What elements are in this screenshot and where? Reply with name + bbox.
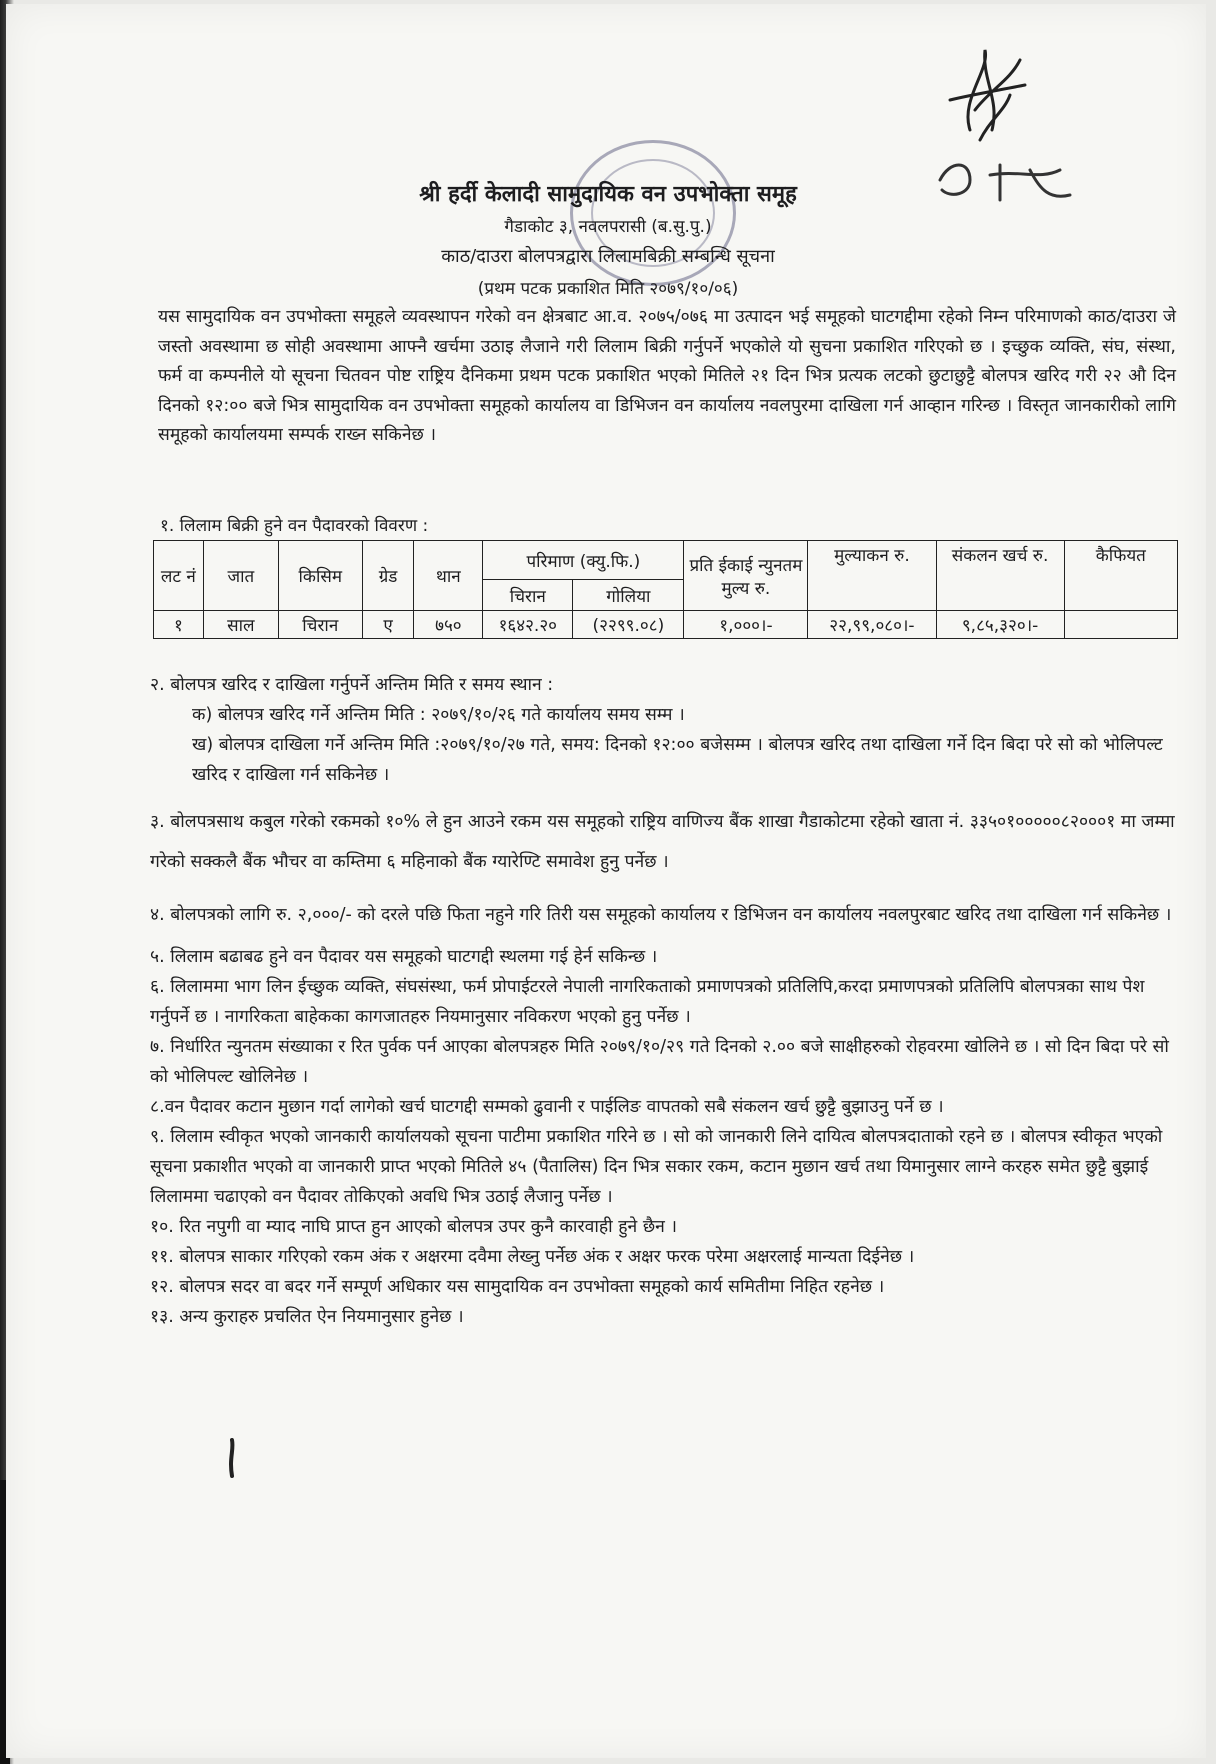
cell-valuation: २२,९९,०८०।-: [808, 611, 936, 639]
intro-paragraph: यस सामुदायिक वन उपभोक्ता समूहले व्यवस्थापन गरेको वन क्षेत्रबाट आ.व. २०७५/०७६ मा उत्पादन भई समूहको घाटगद्दीमा रहेको निम्न परिमाणको काठ/दाउरा जे जस्तो अवस्थामा छ सोही अवस्थामा आफ्नै खर्चमा उठाइ लैजाने गरी लिलाम बिक्री गर्नुपर्ने भएकोले यो सुचना प्रकाशित गरिएको छ । इच्छुक व्यक्ति, संघ, संस्था, फर्म वा कम्पनीले यो सूचना चितवन पोष्ट राष्ट्रिय दैनिकमा प्रथम पटक प्रकाशित भएको मितिले २१ दिन भित्र प्रत्यक लटको छुटाछुट्टै बोलपत्र खरिद गरी २२ औ दिन दिनको १२:०० बजे भित्र सामुदायिक वन उपभोक्ता समूहको कार्यालय वा डिभिजन वन कार्यालय नवलपुरमा दाखिला गर्न आव्हान गरिन्छ । विस्तृत जानकारीको लागि समूहको कार्यालयमा सम्पर्क राख्न सकिनेछ ।: [158, 307, 1176, 445]
list-item: ९. लिलाम स्वीकृत भएको जानकारी कार्यालयको सूचना पाटीमा प्रकाशित गरिने छ । सो को जानकारी लिने दायित्व बोलपत्रदाताको रहने छ । बोलपत्र स्वीकृत भएको सूचना प्रकाशीत भएको वा जानकारी प्राप्त भएको मितिले ४५ (पैतालिस) दिन भित्र सकार रकम, कटान मुछान खर्च तथा यिमानुसार लाग्ने करहरु समेत छुट्टै बुझाई लिलाममा चढाएको वन पैदावर तोकिएको अवधि भित्र उठाई लैजानु पर्नेछ ।: [150, 1127, 1163, 1207]
col-min-price-header: प्रति ईकाई न्युनतम मुल्य रु.: [684, 541, 808, 611]
cell-type: चिरान: [278, 611, 362, 639]
org-address: गैडाकोट ३, नवलपरासी (ब.सु.पु.): [504, 217, 712, 237]
col-species-header: जात: [203, 541, 278, 611]
list-item: ३. बोलपत्रसाथ कबुल गरेको रकमको १०% ले हुन आउने रकम यस समूहको राष्ट्रिय वाणिज्य बैंक शाखा गैडाकोटमा रहेको खाता नं. ३३५०१०००००८२०००१ मा जम्मा गरेको सक्कलै बैंक भौचर वा कम्तिमा ६ महिनाको बैंक ग्यारेण्टि समावेश हुनु पर्नेछ ।: [150, 812, 1175, 872]
list-item: १२. बोलपत्र सदर वा बदर गर्ने सम्पूर्ण अधिकार यस सामुदायिक वन उपभोक्ता समूहको कार्य समितीमा निहित रहनेछ ।: [150, 1277, 885, 1297]
cell-grade: ए: [362, 611, 414, 639]
list-item: १०. रित नपुगी वा म्याद नाघि प्राप्त हुन आएको बोलपत्र उपर कुनै कारवाही हुने छैन ।: [150, 1217, 678, 1237]
cell-round: (२२९९.०८): [573, 611, 684, 639]
section-1-title: १. लिलाम बिक्री हुने वन पैदावरको विवरण :: [160, 516, 429, 536]
pen-mark-icon: [224, 1438, 240, 1478]
col-count-header: थान: [414, 541, 483, 611]
signature-scribble-icon: [930, 40, 1040, 150]
cell-species: साल: [203, 611, 278, 639]
col-sawn-header: चिरान: [483, 580, 573, 611]
list-item: ८.वन पैदावर कटान मुछान गर्दा लागेको खर्च घाटगद्दी सम्मको ढुवानी र पाईलिङ वापतको सबै संकलन खर्च छुट्टै बुझाउनु पर्ने छ ।: [150, 1097, 944, 1117]
col-valuation-header: मुल्याकन रु.: [808, 541, 936, 611]
list-item: क) बोलपत्र खरिद गर्ने अन्तिम मिति : २०७९/१०/२६ गते कार्यालय समय सम्म ।: [192, 705, 685, 725]
cell-lot: १: [154, 611, 204, 639]
list-item: २. बोलपत्र खरिद र दाखिला गर्नुपर्ने अन्तिम मिति र समय स्थान :: [150, 675, 554, 695]
col-quantity-header: परिमाण (क्यु.फि.): [483, 541, 684, 580]
forest-product-table: [153, 540, 1178, 639]
col-type-header: किसिम: [278, 541, 362, 611]
cell-count: ७५०: [414, 611, 483, 639]
cell-sawn: १६४२.२०: [483, 611, 573, 639]
cell-remarks: [1064, 611, 1177, 639]
conditions-list: [150, 670, 1180, 1332]
list-item: ६. लिलाममा भाग लिन ईच्छुक व्यक्ति, संघसंस्था, फर्म प्रोपाईटरले नेपाली नागरिकताको प्रमाणपत्रको प्रतिलिपि,करदा प्रमाणपत्रको प्रतिलिपि बोलपत्रका साथ पेश गर्नुपर्ने छ । नागरिकता बाहेकका कागजातहरु नियमानुसार नविकरण भएको हुनु पर्नेछ ।: [150, 977, 1145, 1027]
cell-min-price: १,०००।-: [684, 611, 808, 639]
list-item: १३. अन्य कुराहरु प्रचलित ऐन नियमानुसार हुनेछ ।: [150, 1307, 464, 1327]
list-item: ५. लिलाम बढाबढ हुने वन पैदावर यस समूहको घाटगद्दी स्थलमा गई हेर्न सकिन्छ ।: [150, 947, 658, 967]
list-item: ११. बोलपत्र साकार गरिएको रकम अंक र अक्षरमा दवैमा लेख्नु पर्नेछ अंक र अक्षर फरक परेमा अक्षरलाई मान्यता दिईनेछ ।: [150, 1247, 915, 1267]
publish-date: (प्रथम पटक प्रकाशित मिति २०७९/१०/०६): [477, 279, 739, 299]
table-row: [154, 611, 1178, 639]
org-name-heading: श्री हर्दी केलादी सामुदायिक वन उपभोक्ता समूह: [419, 182, 797, 207]
notice-title: काठ/दाउरा बोलपत्रद्वारा लिलामबिक्री सम्बन्धि सूचना: [441, 246, 775, 267]
col-collection-cost-header: संकलन खर्च रु.: [936, 541, 1064, 611]
list-item: ४. बोलपत्रको लागि रु. २,०००/- को दरले पछि फिता नहुने गरि तिरी यस समूहको कार्यालय र डिभिजन वन कार्यालय नवलपुरबाट खरिद तथा दाखिला गर्न सकिनेछ ।: [150, 905, 1172, 925]
col-round-header: गोलिया: [573, 580, 684, 611]
list-item: ख) बोलपत्र दाखिला गर्ने अन्तिम मिति :२०७९/१०/२७ गते, समय: दिनको १२:०० बजेसम्म । बोलपत्र खरिद तथा दाखिला गर्ने दिन बिदा परे सो को भोलिपल्ट खरिद र दाखिला गर्न सकिनेछ ।: [192, 735, 1163, 785]
cell-collection-cost: ९,८५,३२०।-: [936, 611, 1064, 639]
col-lot-header: लट नं: [154, 541, 204, 611]
col-grade-header: ग्रेड: [362, 541, 414, 611]
col-remarks-header: कैफियत: [1064, 541, 1177, 611]
list-item: ७. निर्धारित न्युनतम संख्याका र रित पुर्वक पर्न आएका बोलपत्रहरु मिति २०७९/१०/२९ गते दिनको २.०० बजे साक्षीहरुको रोहवरमा खोलिने छ । सो दिन बिदा परे सो को भोलिपल्ट खोलिनेछ ।: [150, 1037, 1169, 1087]
